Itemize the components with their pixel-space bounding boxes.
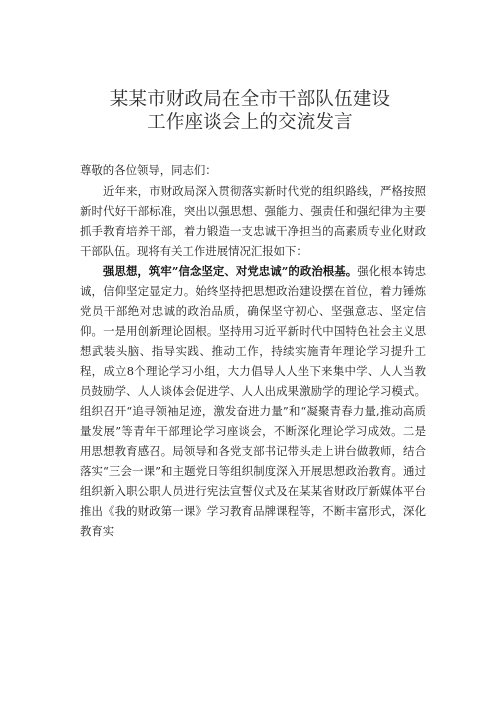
intro-paragraph: 近年来，市财政局深入贯彻落实新时代党的组织路线，严格按照新时代好干部标准，突出以强思想、强能力、强责任和强纪律为主要抓手教育培养干部，着力锻造一支忠诚干净担当的高素质专业化财政干部队伍。现将有关工作进展情况汇报如下： [80,184,426,258]
title-line-1: 某某市财政局在全市干部队伍建设 [109,89,391,110]
document-title [0,88,500,134]
title-line-2: 工作座谈会上的交流发言 [147,112,353,133]
section-1-body: 强化根本铸忠诚，信仰坚定显定力。始终坚持把思想政治建设摆在首位，着力锤炼党员干部绝对忠诚的政治品质，确保坚守初心、坚强意志、坚定信仰。一是用创新理论固根。坚持用习近平新时代中国特色社会主义思想武装头脑、指导实践、推动工作，持续实施青年理论学习提升工程，成立8个理论学习小组，大力倡导人人坐下来集中学、人人当教员鼓励学、人人谈体会促进学、人人出成果激励学的理论学习模式。组织召开“追寻领袖足迹，激发奋进力量”和“凝聚青春力量,推动高质量发展”等青年干部理论学习座谈会，不断深化理论学习成效。二是用思想教育感召。局领导和各党支部书记带头走上讲台做教师，结合落实“三会一课”和主题党日等组织制度深入开展思想政治教育。通过组织新入职公职人员进行宪法宣誓仪式及在某某省财政厅新媒体平台推出《我的财政第一课》学习教育品牌课程等，不断丰富形式，深化教育实 [80,264,426,538]
document-body [80,160,426,541]
section-1-heading: 强思想，筑牢”信念坚定、对党忠诚”的政治根基。 [103,264,358,278]
section-1-paragraph [80,261,426,541]
salutation: 尊敬的各位领导，同志们： [80,163,217,177]
